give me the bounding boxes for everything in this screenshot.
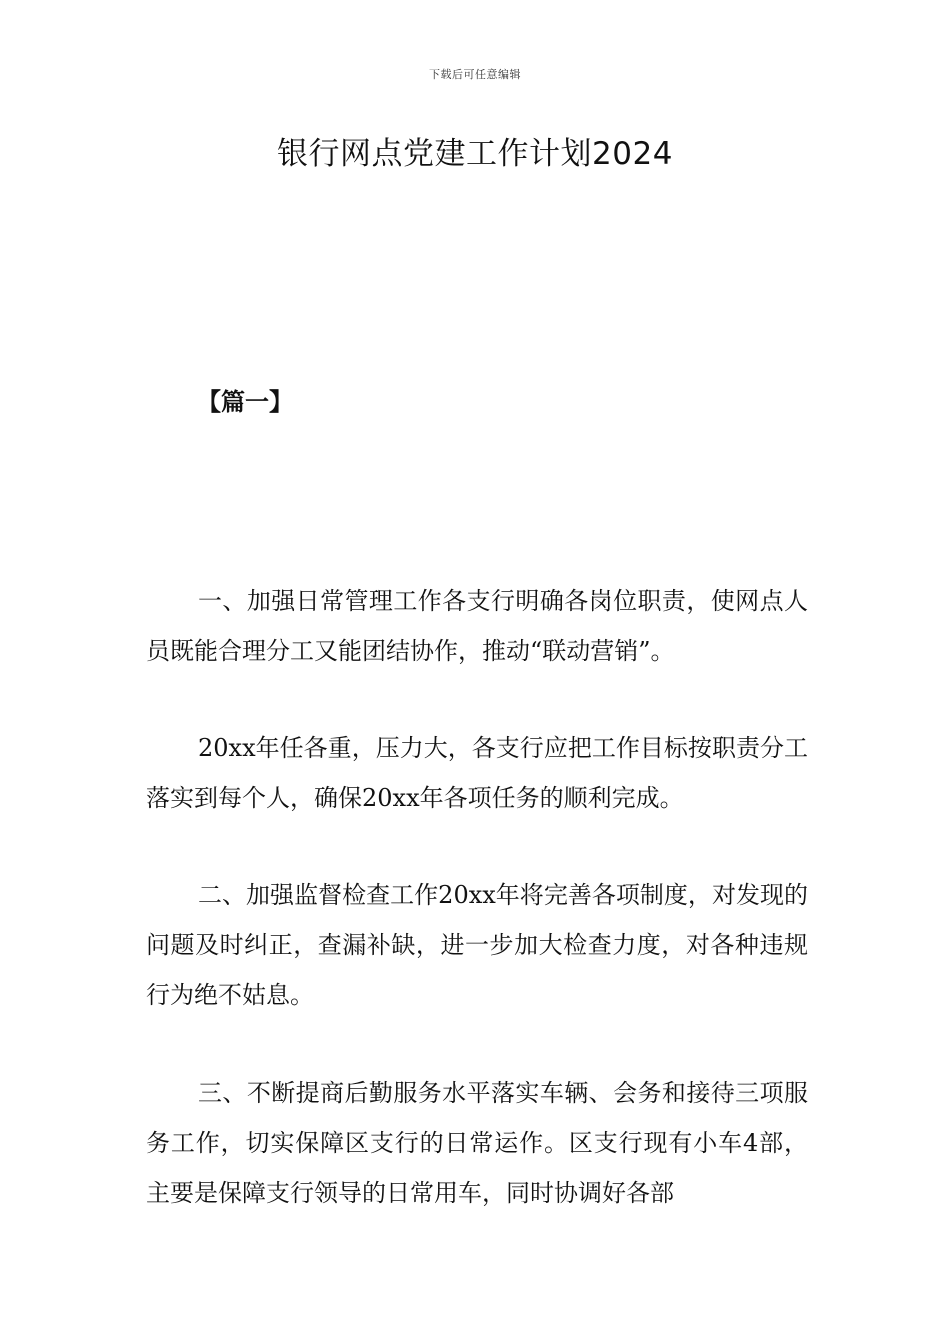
- paragraph-3: 二、加强监督检查工作20xx年将完善各项制度，对发现的问题及时纠正，查漏补缺，进一步加大检查力度，对各种违规行为绝不姑息。: [146, 881, 808, 1009]
- document-title: 银行网点党建工作计划2024: [277, 136, 673, 172]
- paragraph-1: 一、加强日常管理工作各支行明确各岗位职责，使网点人员既能合理分工又能团结协作，推动“联动营销”。: [146, 587, 808, 665]
- paragraph-4: 三、不断提商后勤服务水平落实车辆、会务和接待三项服务工作，切实保障区支行的日常运作。区支行现有小车4部，主要是保障支行领导的日常用车，同时协调好各部: [146, 1079, 808, 1207]
- section-label: 【篇一】: [197, 387, 293, 416]
- paragraph-2: 20xx年任各重，压力大，各支行应把工作目标按职责分工落实到每个人，确保20xx年各项任务的顺利完成。: [146, 734, 808, 812]
- header-note: 下载后可任意编辑: [429, 68, 521, 81]
